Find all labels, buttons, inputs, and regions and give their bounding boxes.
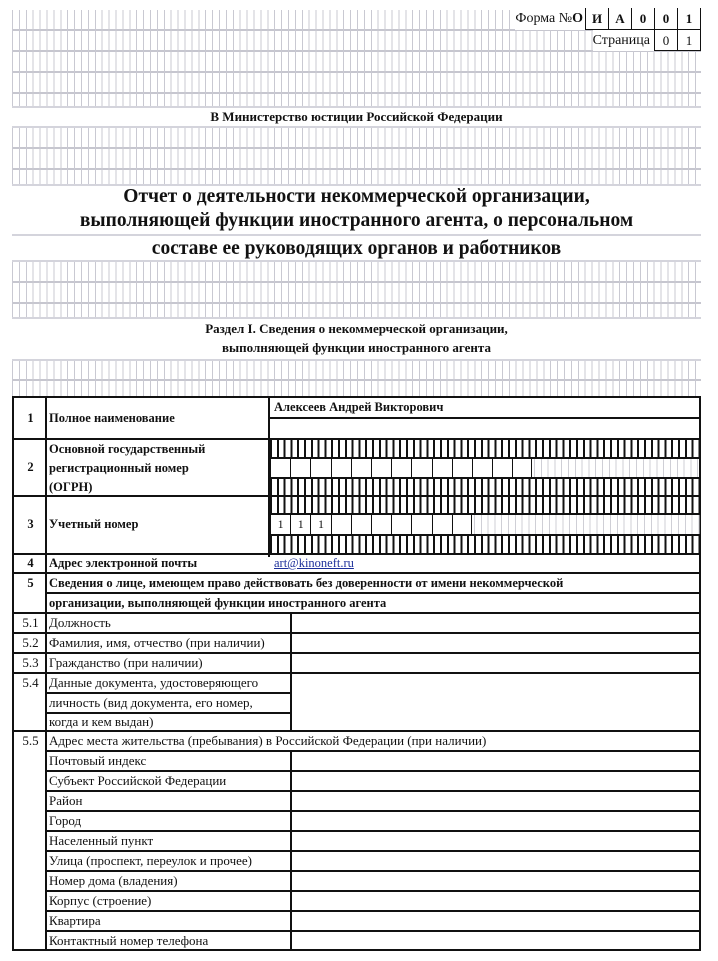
row-number: 3 bbox=[27, 517, 34, 531]
row-label-residence-address: Адрес места жительства (пребывания) в Российской Федерации (при наличии) bbox=[49, 733, 487, 748]
account-digit-cell[interactable] bbox=[452, 515, 472, 534]
addressee: В Министерство юстиции Российской Федерации bbox=[12, 106, 701, 128]
region-value[interactable] bbox=[292, 772, 701, 790]
address-label-house: Номер дома (владения) bbox=[49, 873, 178, 888]
address-label-phone: Контактный номер телефона bbox=[49, 933, 209, 948]
row-label-authorized-person: Сведения о лице, имеющем право действовать без доверенности от имени некоммерческой bbox=[49, 576, 564, 590]
house-value[interactable] bbox=[292, 872, 701, 890]
position-value[interactable] bbox=[292, 614, 701, 632]
address-label-postal-code: Почтовый индекс bbox=[49, 753, 147, 768]
account-digit-cell[interactable] bbox=[411, 515, 431, 534]
hatched-band bbox=[270, 440, 701, 457]
account-digit-cell[interactable] bbox=[371, 515, 391, 534]
row-label-id-document: Данные документа, удостоверяющего bbox=[49, 675, 259, 690]
ogrn-digit-cell[interactable] bbox=[290, 459, 310, 477]
row-label-position: Должность bbox=[49, 615, 111, 630]
form-code-box: 1 bbox=[677, 8, 701, 29]
row-label-id-document-cont: когда и кем выдан) bbox=[49, 714, 154, 729]
section-heading-line-2: выполняющей функции иностранного агента bbox=[12, 339, 701, 361]
form-number-label: Форма №О bbox=[515, 8, 585, 30]
building-value[interactable] bbox=[292, 892, 701, 910]
report-title-line-1: Отчет о деятельности некоммерческой организации, bbox=[12, 184, 701, 210]
address-label-region: Субъект Российской Федерации bbox=[49, 773, 227, 788]
ogrn-digit-cell[interactable] bbox=[310, 459, 330, 477]
ogrn-digit-cell[interactable] bbox=[452, 459, 472, 477]
row-label-email: Адрес электронной почты bbox=[49, 556, 198, 570]
row-number: 4 bbox=[27, 556, 34, 570]
ogrn-digit-cell[interactable] bbox=[270, 459, 290, 477]
hatched-band bbox=[270, 479, 701, 495]
hatched-band bbox=[270, 536, 701, 553]
address-label-district: Район bbox=[49, 793, 83, 808]
ogrn-digit-cell[interactable] bbox=[512, 459, 532, 477]
page-digit-box: 0 bbox=[654, 30, 677, 50]
hatched-band bbox=[270, 497, 701, 513]
row-number: 5 bbox=[27, 576, 34, 590]
row-number: 5.1 bbox=[22, 615, 39, 630]
full-name-value[interactable]: Алексеев Андрей Викторович bbox=[274, 400, 444, 414]
row-label-account-number: Учетный номер bbox=[49, 517, 139, 531]
account-digit-cell[interactable] bbox=[331, 515, 351, 534]
form-number bbox=[515, 8, 701, 30]
page-label: Страница bbox=[593, 30, 654, 51]
ogrn-digit-cell[interactable] bbox=[411, 459, 431, 477]
address-label-locality: Населенный пункт bbox=[49, 833, 154, 848]
row-number: 5.5 bbox=[22, 733, 39, 748]
ogrn-digit-cell[interactable] bbox=[391, 459, 411, 477]
grid-background-pre-table bbox=[12, 360, 701, 396]
form-code-box: 0 bbox=[631, 8, 654, 29]
account-digit-cell[interactable] bbox=[391, 515, 411, 534]
address-label-apartment: Квартира bbox=[49, 913, 101, 928]
form-code-box: И bbox=[585, 8, 608, 29]
account-digit-cell[interactable]: 1 bbox=[270, 515, 290, 534]
phone-value[interactable] bbox=[292, 932, 701, 949]
row-number: 2 bbox=[27, 460, 34, 474]
locality-value[interactable] bbox=[292, 832, 701, 850]
unused-grid bbox=[534, 459, 701, 477]
form-code-box: 0 bbox=[654, 8, 677, 29]
row-label-ogrn: Основной государственный регистрационный номер (ОГРН) bbox=[49, 442, 206, 494]
address-label-building: Корпус (строение) bbox=[49, 893, 152, 908]
address-label-street: Улица (проспект, переулок и прочее) bbox=[49, 853, 253, 868]
account-number-cells[interactable] bbox=[270, 515, 472, 534]
ogrn-digit-cell[interactable] bbox=[371, 459, 391, 477]
page-digit-box: 1 bbox=[677, 30, 701, 50]
city-value[interactable] bbox=[292, 812, 701, 830]
account-digit-cell[interactable]: 1 bbox=[290, 515, 310, 534]
ogrn-digit-cell[interactable] bbox=[432, 459, 452, 477]
row-number: 1 bbox=[27, 411, 34, 425]
row-number: 5.3 bbox=[22, 655, 39, 670]
citizenship-value[interactable] bbox=[292, 654, 701, 672]
account-digit-cell[interactable]: 1 bbox=[310, 515, 330, 534]
full-name-value-line-2[interactable] bbox=[272, 419, 699, 438]
grid-background-mid bbox=[12, 128, 701, 186]
ogrn-digit-cell[interactable] bbox=[331, 459, 351, 477]
row-label-full-name-person: Фамилия, имя, отчество (при наличии) bbox=[49, 635, 265, 650]
district-value[interactable] bbox=[292, 792, 701, 810]
ogrn-digit-cell[interactable] bbox=[492, 459, 512, 477]
section-heading-line-1: Раздел I. Сведения о некоммерческой организации, bbox=[12, 317, 701, 341]
row-label-authorized-person-cont: организации, выполняющей функции иностранного агента bbox=[49, 596, 387, 610]
street-value[interactable] bbox=[292, 852, 701, 870]
account-digit-cell[interactable] bbox=[351, 515, 371, 534]
person-name-value[interactable] bbox=[292, 634, 701, 652]
unused-grid bbox=[474, 515, 701, 534]
form-code-box: А bbox=[608, 8, 631, 29]
email-value[interactable] bbox=[272, 555, 354, 572]
ogrn-input-cells[interactable] bbox=[270, 459, 532, 477]
report-title-line-2: выполняющей функции иностранного агента, о персональном bbox=[12, 208, 701, 236]
row-number: 5.4 bbox=[22, 675, 39, 690]
row-label-citizenship: Гражданство (при наличии) bbox=[49, 655, 203, 670]
apartment-value[interactable] bbox=[292, 912, 701, 930]
ogrn-digit-cell[interactable] bbox=[472, 459, 492, 477]
account-digit-cell[interactable] bbox=[432, 515, 452, 534]
page-number bbox=[593, 30, 701, 51]
id-document-value[interactable] bbox=[292, 674, 701, 730]
ogrn-digit-cell[interactable] bbox=[351, 459, 371, 477]
postal-code-value[interactable] bbox=[292, 752, 701, 770]
email-link[interactable]: art@kinoneft.ru bbox=[274, 556, 354, 570]
grid-background-lower bbox=[12, 262, 701, 318]
row-number: 5.2 bbox=[22, 635, 39, 650]
row-label-id-document-cont: личность (вид документа, его номер, bbox=[49, 695, 253, 710]
address-label-city: Город bbox=[49, 813, 82, 828]
report-title-line-3: составе ее руководящих органов и работников bbox=[12, 234, 701, 262]
organization-info-table bbox=[12, 396, 701, 951]
row-label-full-name: Полное наименование bbox=[49, 411, 175, 425]
